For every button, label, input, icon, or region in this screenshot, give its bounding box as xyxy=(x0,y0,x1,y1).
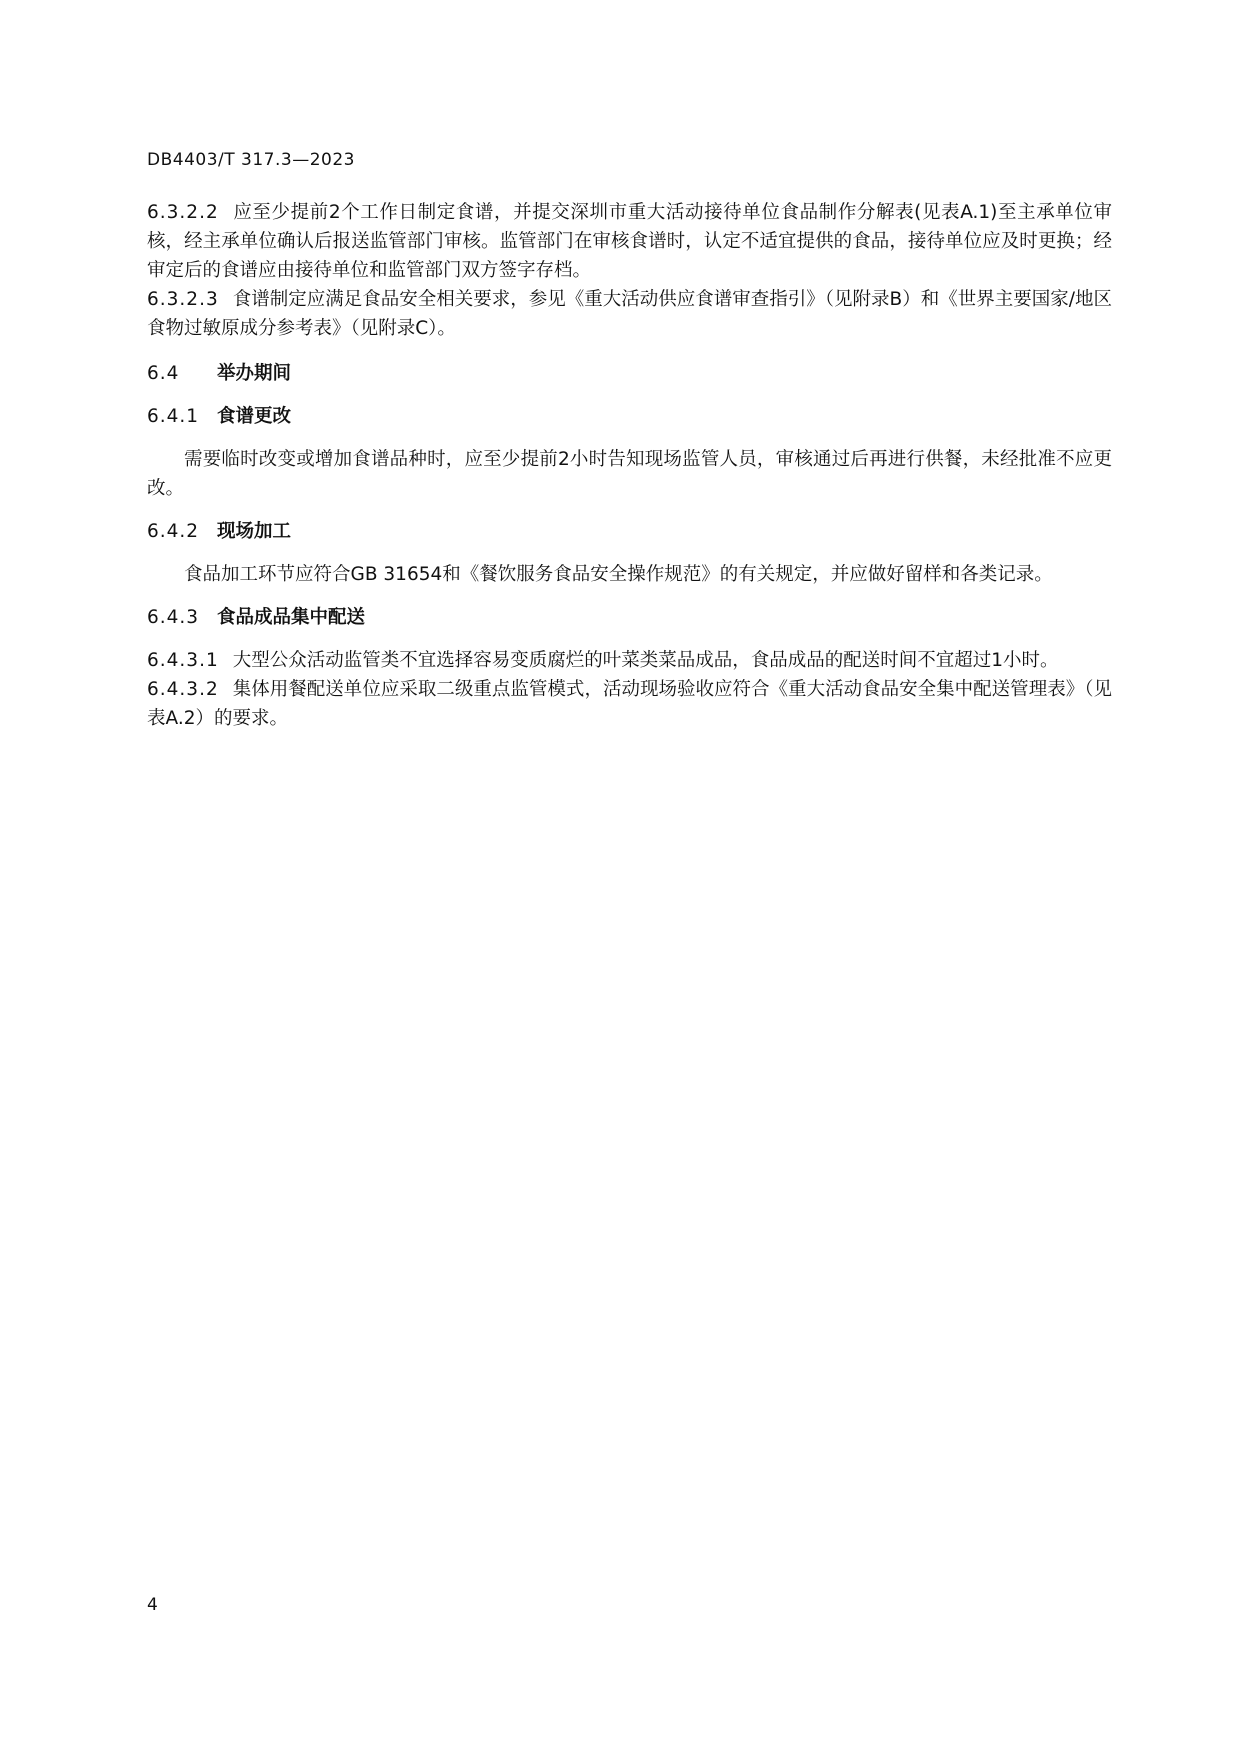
clause-text: 集体用餐配送单位应采取二级重点监管模式，活动现场验收应符合《重大活动食品安全集中配送管理表》（见表A.2）的要求。 xyxy=(147,679,1112,729)
document-code: DB4403/T 317.3—2023 xyxy=(147,150,355,170)
section-number: 6.4.2 xyxy=(147,521,200,542)
section-number: 6.4.3 xyxy=(147,607,200,628)
clause-6-4-3-1 xyxy=(147,646,1112,675)
clause-number: 6.3.2.2 xyxy=(147,202,219,223)
section-title: 食品成品集中配送 xyxy=(217,607,366,628)
clause-6-3-2-3 xyxy=(147,285,1112,343)
document-body xyxy=(147,198,1112,733)
clause-text: 大型公众活动监管类不宜选择容易变质腐烂的叶菜类菜品成品，食品成品的配送时间不宜超过1小时。 xyxy=(232,650,1059,671)
clause-number: 6.4.3.2 xyxy=(147,679,219,700)
section-heading-6-4 xyxy=(147,359,1112,388)
section-heading-6-4-3 xyxy=(147,603,1112,632)
section-title: 食谱更改 xyxy=(217,406,292,427)
clause-number: 6.3.2.3 xyxy=(147,289,219,310)
clause-6-3-2-2 xyxy=(147,198,1112,285)
clause-number: 6.4.3.1 xyxy=(147,650,219,671)
page-number: 4 xyxy=(147,1595,158,1615)
clause-text: 应至少提前2个工作日制定食谱，并提交深圳市重大活动接待单位食品制作分解表(见表A.1)至主承单位审核，经主承单位确认后报送监管部门审核。监管部门在审核食谱时，认定不适宜提供的食品，接待单位应及时更换；经审定后的食谱应由接待单位和监管部门双方签字存档。 xyxy=(147,202,1112,281)
section-number: 6.4 xyxy=(147,363,180,384)
section-heading-6-4-1 xyxy=(147,402,1112,431)
section-number: 6.4.1 xyxy=(147,406,200,427)
paragraph-6-4-1: 需要临时改变或增加食谱品种时，应至少提前2小时告知现场监管人员，审核通过后再进行供餐，未经批准不应更改。 xyxy=(147,449,1112,499)
section-title: 现场加工 xyxy=(217,521,292,542)
paragraph-6-4-2: 食品加工环节应符合GB 31654和《餐饮服务食品安全操作规范》的有关规定，并应做好留样和各类记录。 xyxy=(184,564,1053,585)
clause-6-4-3-2 xyxy=(147,675,1112,733)
section-title: 举办期间 xyxy=(217,363,292,384)
section-heading-6-4-2 xyxy=(147,517,1112,546)
clause-text: 食谱制定应满足食品安全相关要求，参见《重大活动供应食谱审查指引》（见附录B）和《世界主要国家/地区食物过敏原成分参考表》（见附录C）。 xyxy=(147,289,1112,339)
